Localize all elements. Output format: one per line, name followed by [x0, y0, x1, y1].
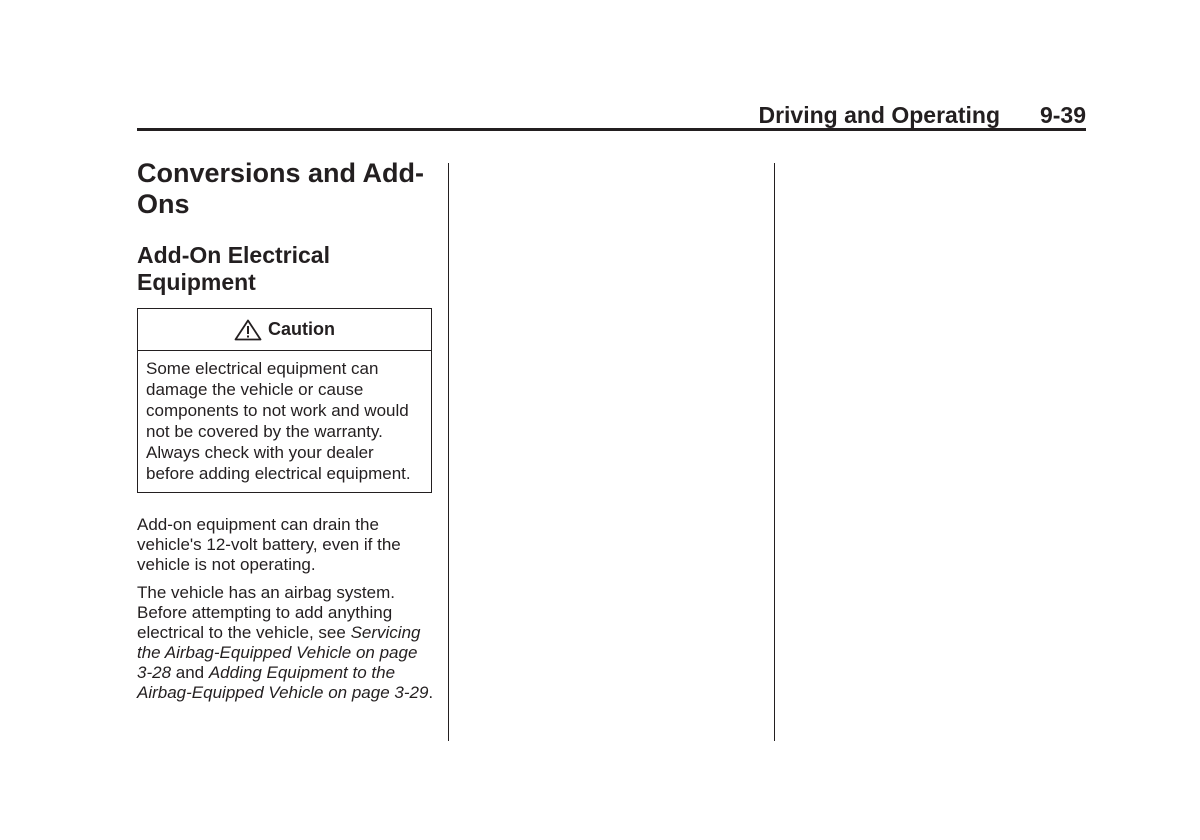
- paragraph-text: .: [428, 683, 434, 702]
- caution-title: Caution: [268, 319, 335, 339]
- paragraph-battery: Add-on equipment can drain the vehicle's 12-volt battery, even if the vehicle is not operating.: [137, 515, 401, 574]
- content-column: [137, 158, 437, 703]
- column-divider: [774, 163, 775, 741]
- paragraph-text: and: [171, 663, 209, 682]
- caution-text: Some electrical equipment can damage the vehicle or cause components to not work and would not be covered by the warranty. Always check with your dealer before adding electrical equipment.: [146, 359, 411, 483]
- page-header: [137, 100, 1086, 132]
- cross-reference-link: Servicing the Airbag-Equipped Vehicle on page 3-28: [137, 623, 421, 682]
- caution-box: [137, 308, 432, 493]
- warning-triangle-icon: [234, 319, 262, 341]
- section-title: Driving and Operating: [758, 102, 1000, 128]
- paragraph-text: The vehicle has an airbag system. Before attempting to add anything electrical to the vehicle, see: [137, 583, 395, 642]
- caution-header: [138, 309, 431, 351]
- column-divider: [448, 163, 449, 741]
- page-number: 9-39: [1039, 102, 1086, 128]
- section-heading: Conversions and Add-Ons: [137, 158, 425, 219]
- subsection-heading: Add-On Electrical Equipment: [137, 242, 330, 295]
- paragraph-airbag: [137, 583, 437, 703]
- header-rule: [137, 128, 1086, 131]
- cross-reference-link: Adding Equipment to the Airbag-Equipped Vehicle on page 3-29: [137, 663, 429, 702]
